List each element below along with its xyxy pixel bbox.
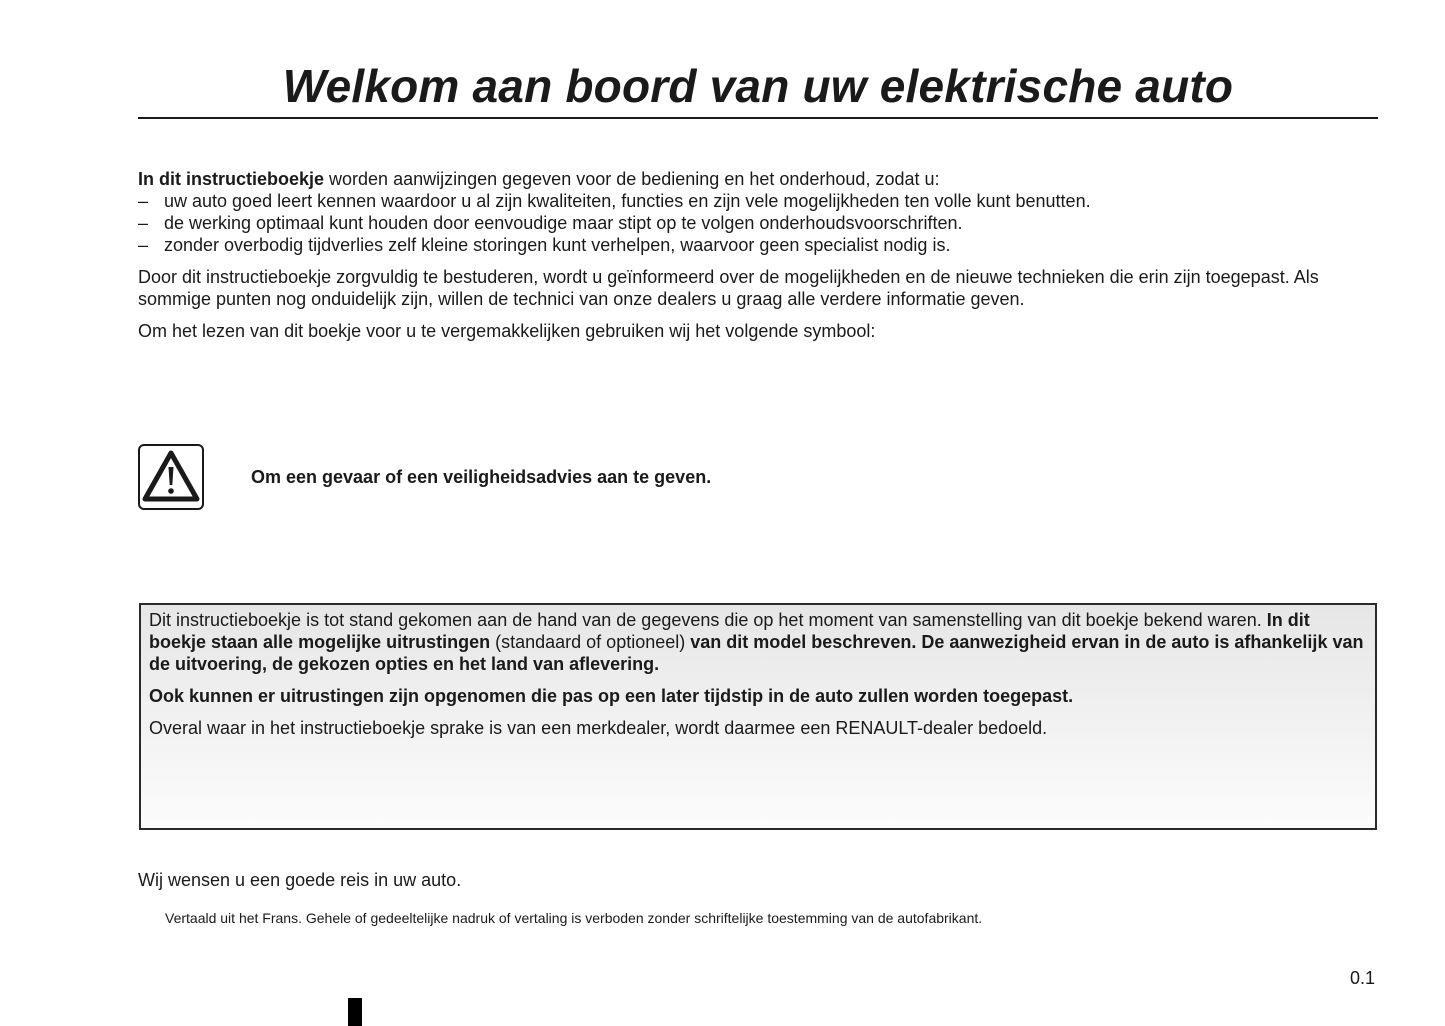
list-item xyxy=(138,212,1388,234)
list-item xyxy=(138,190,1388,212)
intro-lead-bold: In dit instructieboekje xyxy=(138,169,325,189)
notice-text: Dit instructieboekje is tot stand gekomen aan de hand van de gegevens die op het moment van samenstelling van dit boekje bekend waren. xyxy=(149,610,1267,630)
page-edge-marker xyxy=(348,998,362,1026)
notice-bold-text: Ook kunnen er uitrustingen zijn opgenomen die pas op een later tijdstip in de auto zullen worden toegepast. xyxy=(149,686,1074,706)
notice-bold-text: In dit boekje staan alle mogelijke uitrustingen xyxy=(149,610,1310,652)
title-divider xyxy=(138,117,1378,119)
bullet-text: de werking optimaal kunt houden door eenvoudige maar stipt op te volgen onderhoudsvoorschriften. xyxy=(164,213,963,233)
closing-text: Wij wensen u een goede reis in uw auto. xyxy=(138,870,462,890)
bullet-text: zonder overbodig tijdverlies zelf kleine storingen kunt verhelpen, waarvoor geen specialist nodig is. xyxy=(164,235,951,255)
intro-paragraph-study: Door dit instructieboekje zorgvuldig te bestuderen, wordt u geïnformeerd over de mogelijkheden en de nieuwe technieken die erin zijn toegepast. Als sommige punten nog onduidelijk zijn, willen de technici van onze dealers u graag alle verdere informatie geven. xyxy=(138,267,1319,309)
warning-symbol-box xyxy=(138,444,204,510)
bullet-dash: – xyxy=(138,213,149,233)
bullet-dash: – xyxy=(138,235,149,255)
intro-section xyxy=(138,168,1388,342)
warning-triangle-icon xyxy=(141,448,201,506)
bullet-text: uw auto goed leert kennen waardoor u al zijn kwaliteiten, functies en zijn vele mogelijkheden ten volle kunt benutten. xyxy=(164,191,1091,211)
page-title: Welkom aan boord van uw elektrische auto xyxy=(282,60,1234,112)
notice-text: (standaard of optioneel) xyxy=(490,632,691,652)
bullet-dash: – xyxy=(138,191,149,211)
copyright-footnote: Vertaald uit het Frans. Gehele of gedeeltelijke nadruk of vertaling is verboden zonder schriftelijke toestemming van de autofabrikant. xyxy=(165,910,983,926)
intro-lead-text: worden aanwijzingen gegeven voor de bediening en het onderhoud, zodat u: xyxy=(324,169,940,189)
notice-paragraph-dealer: Overal waar in het instructieboekje sprake is van een merkdealer, wordt daarmee een RENAULT-dealer bedoeld. xyxy=(149,718,1048,738)
notice-bold-text: van dit model beschreven. De aanwezigheid ervan in de auto is afhankelijk van de uitvoering, de gekozen opties en het land van aflevering. xyxy=(149,632,1364,674)
intro-lead xyxy=(138,168,1388,190)
intro-bullet-list xyxy=(138,190,1388,256)
list-item xyxy=(138,234,1388,256)
warning-symbol-description: Om een gevaar of een veiligheidsadvies aan te geven. xyxy=(251,467,712,487)
notice-box xyxy=(139,603,1377,830)
notice-paragraph-future xyxy=(149,685,1367,707)
notice-paragraph-equipment xyxy=(149,609,1367,675)
page-number: 0.1 xyxy=(1349,968,1375,988)
intro-paragraph-symbol: Om het lezen van dit boekje voor u te vergemakkelijken gebruiken wij het volgende symbool: xyxy=(138,321,876,341)
